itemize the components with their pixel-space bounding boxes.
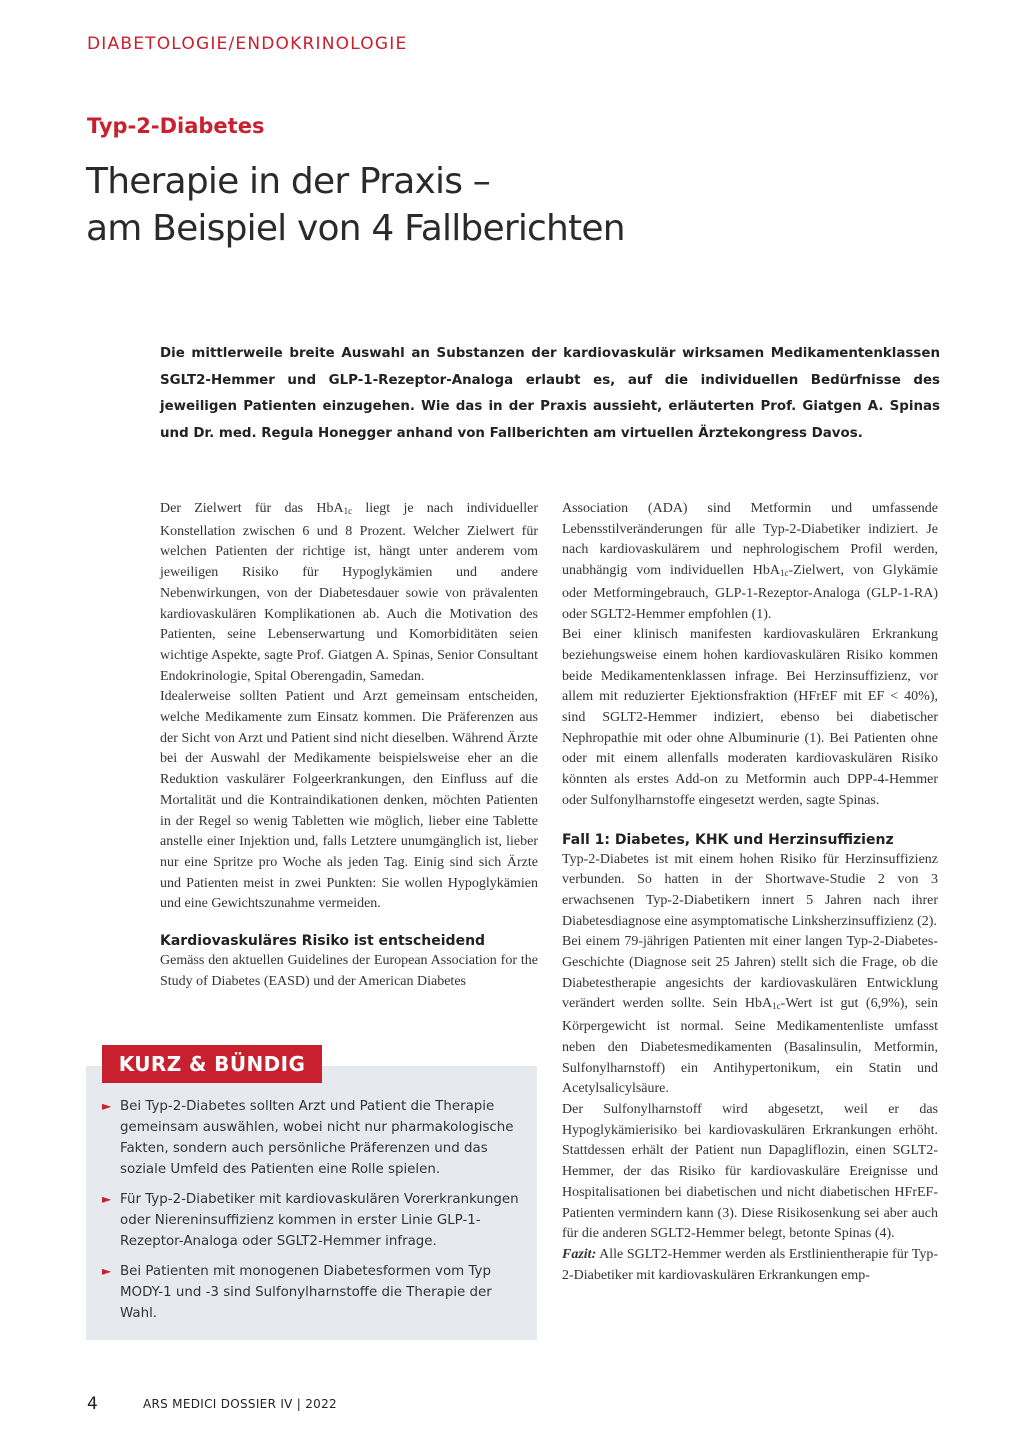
title-line-2: am Beispiel von 4 Fallberichten bbox=[86, 208, 625, 249]
paragraph bbox=[562, 932, 938, 1100]
section-label: DIABETOLOGIE/ENDOKRINOLOGIE bbox=[87, 34, 408, 54]
page-number: 4 bbox=[87, 1394, 98, 1414]
fazit-label: Fazit: bbox=[562, 1246, 597, 1262]
subscript: 1c bbox=[779, 568, 789, 579]
text-run: Association (ADA) sind Metformin und umfassende Lebensstilveränderungen für alle Typ-2-Diabetiker indiziert. Je nach kardiovaskulärem und nephrologischem Profil werden, unabhängig vom individuellen HbA bbox=[562, 501, 938, 579]
text-run: Bei einem 79-jährigen Patienten mit einer langen Typ-2-Diabetes-Geschichte (Diagnose seit 25 Jahren) stellt sich die Frage, ob die Diabetestherapie angesichts der kardiovaskulären Entwicklung verändert werden sollte. Sein HbA bbox=[562, 934, 938, 1012]
arrow-bullet-icon: ► bbox=[102, 1099, 112, 1113]
article-kicker: Typ-2-Diabetes bbox=[87, 114, 265, 138]
subscript: 1c bbox=[343, 506, 353, 516]
publication-source: ARS MEDICI DOSSIER IV | 2022 bbox=[143, 1397, 337, 1411]
text-run: Alle SGLT2-Hemmer werden als Erstlinientherapie für Typ-2-Diabetiker mit kardiovaskulären Erkrankungen emp- bbox=[562, 1246, 938, 1283]
subscript: 1c bbox=[772, 1001, 781, 1012]
title-line-1: Therapie in der Praxis – bbox=[86, 161, 491, 202]
text-column-left bbox=[160, 499, 538, 992]
paragraph: Typ-2-Diabetes ist mit einem hohen Risiko für Herzinsuffizienz verbunden. So hatten in der Shortwave-Studie 2 von 3 erwachsenen Typ-2-Diabetikern innert 5 Jahren nach ihrer Diabetesdiagnose eine asymptomatische Linksherzinsuffizienz (2). bbox=[562, 851, 938, 929]
text-run: Der Zielwert für das HbA bbox=[160, 501, 344, 516]
article-title bbox=[86, 158, 625, 252]
text-run: -Wert ist gut (6,9%), sein Körpergewicht ist normal. Seine Medikamentenliste umfasst neben den Diabetesmedikamenten (Basalinsulin, Metformin, Sulfonylharnstoff) ein Antihypertonikum, ein Statin und Acetylsalicylsäure. bbox=[562, 996, 938, 1097]
article-lead: Die mittlerweile breite Auswahl an Substanzen der kardiovaskulär wirksamen Medikamentenklassen SGLT2-Hemmer und GLP-1-Rezeptor-Analoga erlaubt es, auf die individuellen Bedürfnisse des jeweiligen Patienten einzugehen. Wie das in der Praxis aussieht, erläuterten Prof. Giatgen A. Spinas und Dr. med. Regula Honegger anhand von Fallberichten am virtuellen Ärztekongress Davos. bbox=[160, 346, 940, 441]
paragraph bbox=[562, 1245, 938, 1286]
paragraph: Bei einer klinisch manifesten kardiovaskulären Erkrankung beziehungsweise einem hohen kardiovaskulären Risiko kommen beide Medikamentenklassen infrage. Bei Herzinsuffizienz, vor allem mit reduzierter Ejektionsfraktion (HFrEF mit EF < 40%), sind SGLT2-Hemmer indiziert, ebenso bei diabetischer Nephropathie mit oder ohne Albuminurie (1). Bei Patienten ohne oder mit einem allenfalls moderaten kardiovaskulären Risiko könnten als erstes Add-on zu Metformin auch DPP-4-Hemmer oder Sulfonylharnstoffe eingesetzt werden, sagte Spinas. bbox=[562, 627, 938, 808]
paragraph bbox=[562, 499, 938, 625]
paragraph: Gemäss den aktuellen Guidelines der European Association for the Study of Diabetes (EASD) und der American Diabetes bbox=[160, 953, 538, 989]
paragraph: Der Sulfonylharnstoff wird abgesetzt, weil er das Hypoglykämierisiko bei kardiovaskulären Erkrankungen erhöht. Stattdessen erhält der Patient nun Dapagliflozin, einen SGLT2-Hemmer, der das Risiko für kardiovaskuläre Ereignisse und Hospitalisationen bei diabetischen und nicht diabetischen HFrEF-Patienten vermindern kann (3). Diese Risikosenkung sei aber auch für die anderen SGLT2-Hemmer belegt, betonte Spinas (4). bbox=[562, 1101, 938, 1242]
arrow-bullet-icon: ► bbox=[102, 1264, 112, 1278]
paragraph: Idealerweise sollten Patient und Arzt gemeinsam entscheiden, welche Medikamente zum Einsatz kommen. Die Präferenzen aus der Sicht von Arzt und Patient sind nicht dieselben. Während Ärzte bei der Auswahl der Medikamente beispielsweise eher an die Reduktion vaskulärer Folgeerkrankungen, den Einfluss auf die Mortalität und die Kontraindikationen denken, möchten Patienten in der Regel so wenig Tabletten wie möglich, lieber eine Tablette anstelle einer Injektion und, falls Letztere unumgänglich ist, lieber nur eine Spritze pro Woche als jeden Tag. Einig sind sich Ärzte und Patienten meist in zwei Punkten: Sie wollen Hypoglykämien und eine Gewichtszunahme vermeiden. bbox=[160, 689, 538, 912]
list-item bbox=[102, 1189, 522, 1252]
list-item-text: Für Typ-2-Diabetiker mit kardiovaskulären Vorerkrankungen oder Niereninsuffizienz kommen in erster Linie GLP-1-Rezeptor-Analoga oder SGLT2-Hemmer infrage. bbox=[120, 1192, 519, 1249]
arrow-bullet-icon: ► bbox=[102, 1192, 112, 1206]
text-run: liegt je nach individueller Konstellation zwischen 6 und 8 Prozent. Welcher Zielwert für welchen Patienten der richtige ist, hängt unter anderem vom jeweiligen Risiko für Hypoglykämien und andere Nebenwirkungen, von der Diabetesdauer sowie von prävalenten kardiovaskulären Komplikationen ab. Auch die Motivation des Patienten, seine Lebenserwartung und Komorbiditäten seien wichtige Aspekte, sagte Prof. Giatgen A. Spinas, Senior Consultant Endokrinologie, Spital Oberengadin, Samedan. bbox=[160, 501, 538, 684]
subheading-cardiovascular-risk: Kardiovaskuläres Risiko ist entscheidend bbox=[160, 933, 486, 950]
list-item bbox=[102, 1261, 522, 1324]
paragraph bbox=[160, 499, 538, 687]
summary-box-header: KURZ & BÜNDIG bbox=[102, 1045, 322, 1083]
list-item-text: Bei Typ-2-Diabetes sollten Arzt und Patient die Therapie gemeinsam auswählen, wobei nicht nur pharmakologische Fakten, sondern auch persönliche Präferenzen und das soziale Umfeld des Patienten eine Rolle spielen. bbox=[120, 1099, 514, 1177]
text-run: -Zielwert, von Glykämie oder Metformingebrauch, GLP-1-Rezeptor-Analoga (GLP-1-RA) oder SGLT2-Hemmer empfohlen (1). bbox=[562, 563, 938, 622]
list-item-text: Bei Patienten mit monogenen Diabetesformen vom Typ MODY-1 und -3 sind Sulfonylharnstoffe die Therapie der Wahl. bbox=[120, 1264, 492, 1321]
list-item bbox=[102, 1096, 522, 1180]
subheading-case-1: Fall 1: Diabetes, KHK und Herzinsuffizienz bbox=[562, 831, 894, 848]
text-column-right bbox=[562, 499, 938, 1286]
summary-list bbox=[102, 1096, 522, 1333]
